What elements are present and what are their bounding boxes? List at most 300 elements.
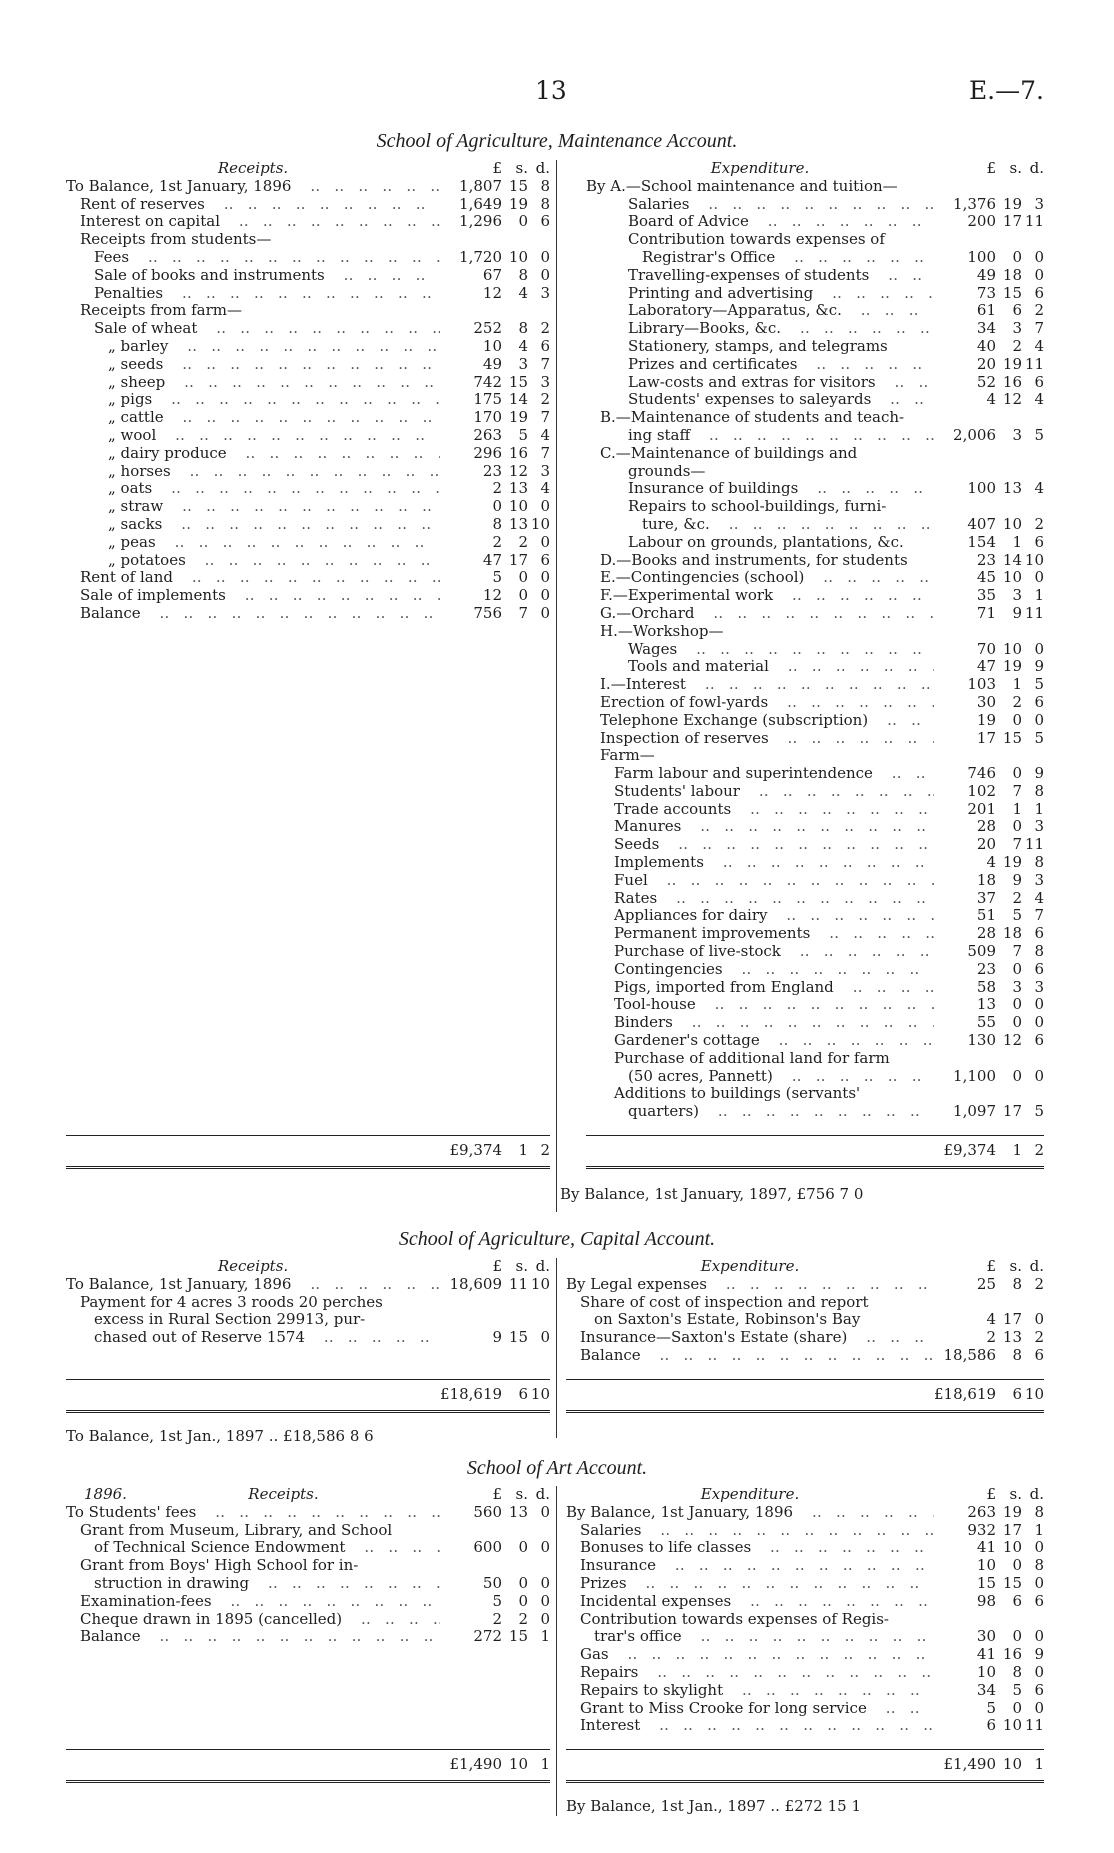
expenditure-row bbox=[586, 1050, 1044, 1068]
entry-amount-pence: 0 bbox=[1034, 1662, 1044, 1681]
entry-amount-pence: 3 bbox=[1034, 870, 1044, 889]
page-code: E.—7. bbox=[968, 76, 1044, 105]
expenditure-row bbox=[586, 516, 1044, 534]
entry-amount bbox=[440, 569, 550, 587]
entry-amount-pounds: 154 bbox=[967, 532, 996, 551]
column-header bbox=[586, 160, 1044, 178]
entry-amount-shillings: 16 bbox=[1002, 372, 1022, 391]
entry-amount-shillings: 10 bbox=[1002, 1538, 1022, 1557]
entry-amount bbox=[934, 1646, 1044, 1664]
entry-label: C.—Maintenance of buildings and bbox=[600, 444, 858, 462]
entry-label: Additions to buildings (servants' bbox=[614, 1085, 861, 1103]
receipt-row bbox=[66, 178, 550, 196]
entry-amount-pounds: 100 bbox=[967, 479, 996, 498]
entry-amount-shillings: 15 bbox=[508, 372, 528, 391]
expenditure-row bbox=[586, 658, 1044, 676]
entry-amount bbox=[934, 427, 1044, 445]
entry-amount-shillings: 17 bbox=[1002, 1310, 1022, 1329]
entry-amount-pence: 8 bbox=[540, 194, 550, 213]
entry-amount-pounds: 30 bbox=[976, 692, 996, 711]
entry-amount bbox=[934, 391, 1044, 409]
entry-amount-pence: 6 bbox=[1034, 532, 1044, 551]
expenditure-row bbox=[586, 587, 1044, 605]
currency-header-2: d. bbox=[1029, 1485, 1044, 1503]
entry-amount-pence: 4 bbox=[540, 479, 550, 498]
expenditure-row bbox=[586, 872, 1044, 890]
entry-label: trar's office ‥‥‥‥‥‥‥‥‥‥‥‥‥‥‥ bbox=[566, 1628, 934, 1646]
entry-amount-pence: 6 bbox=[1034, 1031, 1044, 1050]
spacer bbox=[66, 1347, 550, 1379]
expenditure-row bbox=[566, 1522, 1044, 1540]
entry-label: Wages ‥‥‥‥‥‥‥‥‥‥‥‥‥‥‥ bbox=[586, 641, 934, 659]
entry-label: Rent of reserves ‥‥‥‥‥‥‥‥‥‥‥‥‥‥‥ bbox=[66, 196, 440, 214]
entry-label: Bonuses to life classes ‥‥‥‥‥‥‥‥‥‥‥‥‥‥‥ bbox=[566, 1539, 934, 1557]
expenditure-row bbox=[586, 445, 1044, 463]
entry-amount-pounds: 102 bbox=[967, 781, 996, 800]
entry-amount-pence: 9 bbox=[1034, 1645, 1044, 1664]
entry-amount-pence: 9 bbox=[1034, 657, 1044, 676]
entry-label: Prizes ‥‥‥‥‥‥‥‥‥‥‥‥‥‥‥ bbox=[566, 1575, 934, 1593]
entry-amount bbox=[440, 178, 550, 196]
expenditure-row bbox=[586, 961, 1044, 979]
entry-label: Farm labour and superintendence ‥‥‥‥‥‥‥‥‥‥‥‥‥‥‥ bbox=[586, 765, 934, 783]
entry-label: Share of cost of inspection and report bbox=[580, 1293, 869, 1311]
spacer bbox=[586, 1121, 1044, 1135]
entry-amount bbox=[440, 1539, 550, 1557]
entry-label: Grant from Boys' High School for in- bbox=[80, 1557, 359, 1575]
entry-amount-pence: 0 bbox=[1034, 265, 1044, 284]
expenditure-row bbox=[566, 1717, 1044, 1735]
expenditure-row bbox=[566, 1276, 1044, 1294]
currency-header-0: £ bbox=[986, 159, 996, 177]
column-divider bbox=[556, 1258, 557, 1438]
currency-header-0: £ bbox=[492, 1257, 502, 1275]
entry-amount-pence: 6 bbox=[1034, 959, 1044, 978]
entry-amount-pence: 6 bbox=[1034, 283, 1044, 302]
column-header-label: Expenditure. bbox=[700, 1258, 800, 1275]
entry-amount-pence: 11 bbox=[1024, 603, 1044, 622]
entry-amount bbox=[934, 943, 1044, 961]
entry-amount bbox=[440, 1611, 550, 1629]
entry-amount-pence: 7 bbox=[540, 408, 550, 427]
entry-label: Law-costs and extras for visitors ‥‥‥‥‥‥‥‥‥‥‥‥‥‥‥ bbox=[586, 374, 934, 392]
entry-amount bbox=[440, 463, 550, 481]
entry-label: By A.—School maintenance and tuition— bbox=[586, 177, 898, 195]
entry-label: Grant to Miss Crooke for long service ‥‥‥‥‥‥‥‥‥‥‥‥‥‥‥ bbox=[566, 1700, 934, 1718]
expenditure-row bbox=[566, 1347, 1044, 1365]
receipt-row bbox=[66, 249, 550, 267]
total-amount bbox=[440, 1756, 550, 1774]
entry-amount-shillings: 10 bbox=[1002, 639, 1022, 658]
entry-amount bbox=[440, 427, 550, 445]
expenditure-row bbox=[566, 1539, 1044, 1557]
entry-amount bbox=[440, 1628, 550, 1646]
entry-amount bbox=[440, 409, 550, 427]
spacer bbox=[66, 623, 550, 1135]
entry-amount-shillings: 1 bbox=[1012, 675, 1022, 694]
entry-amount-pence: 0 bbox=[540, 1502, 550, 1521]
entry-amount bbox=[934, 996, 1044, 1014]
expenditure-row bbox=[586, 730, 1044, 748]
expenditure-row bbox=[586, 178, 1044, 196]
entry-amount-shillings: 0 bbox=[518, 1538, 528, 1557]
entry-amount-pence: 5 bbox=[1034, 728, 1044, 747]
expenditure-row bbox=[586, 996, 1044, 1014]
entry-amount-pence: 6 bbox=[540, 336, 550, 355]
receipt-row bbox=[66, 213, 550, 231]
expenditure-row bbox=[586, 1032, 1044, 1050]
entry-amount-shillings: 0 bbox=[1012, 710, 1022, 729]
entry-amount bbox=[934, 854, 1044, 872]
entry-amount bbox=[934, 1068, 1044, 1086]
entry-amount-pence: 11 bbox=[1024, 835, 1044, 854]
entry-label: Inspection of reserves ‥‥‥‥‥‥‥‥‥‥‥‥‥‥‥ bbox=[586, 730, 934, 748]
currency-header bbox=[440, 1258, 550, 1276]
entry-amount bbox=[934, 213, 1044, 231]
entry-label: Incidental expenses ‥‥‥‥‥‥‥‥‥‥‥‥‥‥‥ bbox=[566, 1593, 934, 1611]
entry-amount bbox=[440, 213, 550, 231]
entry-amount-shillings: 3 bbox=[1012, 586, 1022, 605]
entry-amount bbox=[934, 979, 1044, 997]
entry-amount-shillings: 19 bbox=[1002, 1502, 1022, 1521]
receipt-row bbox=[66, 587, 550, 605]
expenditure-row bbox=[566, 1311, 1044, 1329]
expenditure-row bbox=[566, 1294, 1044, 1312]
entry-amount-pounds: 13 bbox=[976, 995, 996, 1014]
entry-amount bbox=[440, 320, 550, 338]
expenditure-row bbox=[586, 694, 1044, 712]
total-amount-shillings: 10 bbox=[508, 1755, 528, 1774]
art-expenditure bbox=[566, 1486, 1044, 1783]
expenditure-row bbox=[566, 1682, 1044, 1700]
entry-label: Seeds ‥‥‥‥‥‥‥‥‥‥‥‥‥‥‥ bbox=[586, 836, 934, 854]
entry-label: Balance ‥‥‥‥‥‥‥‥‥‥‥‥‥‥‥ bbox=[66, 605, 440, 623]
expenditure-row bbox=[586, 836, 1044, 854]
entry-amount-pounds: 23 bbox=[482, 461, 502, 480]
expenditure-row bbox=[586, 498, 1044, 516]
currency-header-2: d. bbox=[535, 159, 550, 177]
entry-label: Repairs ‥‥‥‥‥‥‥‥‥‥‥‥‥‥‥ bbox=[566, 1664, 934, 1682]
entry-amount-pence: 0 bbox=[1034, 995, 1044, 1014]
entry-amount-pence: 8 bbox=[1034, 1502, 1044, 1521]
entry-amount-pounds: 8 bbox=[492, 514, 502, 533]
entry-amount bbox=[934, 302, 1044, 320]
entry-amount bbox=[934, 765, 1044, 783]
receipt-row bbox=[66, 374, 550, 392]
expenditure-row bbox=[586, 320, 1044, 338]
receipt-row bbox=[66, 480, 550, 498]
spacer bbox=[66, 1646, 550, 1749]
currency-header-2: d. bbox=[535, 1257, 550, 1275]
total-amount-pounds: £18,619 bbox=[440, 1384, 503, 1403]
total-row bbox=[66, 1379, 550, 1413]
entry-amount-pence: 0 bbox=[1034, 639, 1044, 658]
entry-label: Students' expenses to saleyards ‥‥‥‥‥‥‥‥‥‥‥‥‥‥‥ bbox=[586, 391, 934, 409]
entry-amount-pence: 2 bbox=[540, 319, 550, 338]
entry-amount-pounds: 12 bbox=[482, 283, 502, 302]
receipt-row bbox=[66, 1276, 550, 1294]
expenditure-row bbox=[586, 231, 1044, 249]
entry-label: Tool-house ‥‥‥‥‥‥‥‥‥‥‥‥‥‥‥ bbox=[586, 996, 934, 1014]
entry-amount bbox=[934, 285, 1044, 303]
entry-amount-shillings: 10 bbox=[1002, 568, 1022, 587]
entry-amount-pounds: 263 bbox=[473, 425, 502, 444]
entry-amount-shillings: 0 bbox=[518, 1591, 528, 1610]
entry-label: B.—Maintenance of students and teach- bbox=[600, 409, 905, 427]
entry-label: „ pigs ‥‥‥‥‥‥‥‥‥‥‥‥‥‥‥ bbox=[66, 391, 440, 409]
entry-amount-pounds: 1,097 bbox=[953, 1102, 996, 1121]
entry-amount bbox=[934, 587, 1044, 605]
entry-amount bbox=[440, 374, 550, 392]
entry-amount-pounds: 47 bbox=[482, 550, 502, 569]
entry-amount-shillings: 0 bbox=[518, 568, 528, 587]
receipt-row bbox=[66, 534, 550, 552]
entry-label: Salaries ‥‥‥‥‥‥‥‥‥‥‥‥‥‥‥ bbox=[586, 196, 934, 214]
entry-amount-pounds: 509 bbox=[967, 942, 996, 961]
entry-label: Receipts from farm— bbox=[80, 302, 242, 320]
expenditure-row bbox=[586, 391, 1044, 409]
currency-header-1: s. bbox=[515, 1485, 528, 1503]
entry-amount bbox=[934, 267, 1044, 285]
entry-amount-pence: 0 bbox=[1034, 1698, 1044, 1717]
entry-label: Rates ‥‥‥‥‥‥‥‥‥‥‥‥‥‥‥ bbox=[586, 890, 934, 908]
entry-amount-pence: 1 bbox=[540, 1627, 550, 1646]
entry-amount-pounds: 5 bbox=[492, 1591, 502, 1610]
entry-label: Gas ‥‥‥‥‥‥‥‥‥‥‥‥‥‥‥ bbox=[566, 1646, 934, 1664]
total-amount bbox=[440, 1142, 550, 1160]
entry-amount-pence: 3 bbox=[1034, 194, 1044, 213]
currency-header-1: s. bbox=[1009, 1257, 1022, 1275]
entry-amount bbox=[934, 534, 1044, 552]
art-account-title: School of Art Account. bbox=[466, 1457, 648, 1479]
entry-amount-shillings: 13 bbox=[508, 1502, 528, 1521]
entry-label: Board of Advice ‥‥‥‥‥‥‥‥‥‥‥‥‥‥‥ bbox=[586, 213, 934, 231]
entry-amount-pounds: 49 bbox=[482, 354, 502, 373]
entry-label: Receipts from students— bbox=[80, 231, 272, 249]
entry-amount-shillings: 2 bbox=[1012, 692, 1022, 711]
entry-amount bbox=[934, 516, 1044, 534]
expenditure-row bbox=[586, 818, 1044, 836]
entry-amount bbox=[934, 925, 1044, 943]
entry-amount-pounds: 10 bbox=[976, 1662, 996, 1681]
entry-label: Repairs to skylight ‥‥‥‥‥‥‥‥‥‥‥‥‥‥‥ bbox=[566, 1682, 934, 1700]
entry-amount-pence: 11 bbox=[1024, 212, 1044, 231]
entry-amount-shillings: 16 bbox=[1002, 1645, 1022, 1664]
entry-amount-pence: 0 bbox=[1034, 710, 1044, 729]
entry-amount bbox=[934, 676, 1044, 694]
column-header-label: Receipts. bbox=[217, 160, 289, 177]
entry-amount-pence: 6 bbox=[540, 212, 550, 231]
receipt-row bbox=[66, 427, 550, 445]
entry-amount bbox=[440, 445, 550, 463]
total-amount-pounds: £1,490 bbox=[943, 1755, 996, 1774]
receipt-row bbox=[66, 391, 550, 409]
entry-amount-shillings: 12 bbox=[1002, 390, 1022, 409]
entry-amount-pence: 8 bbox=[1034, 942, 1044, 961]
entry-amount-pounds: 61 bbox=[976, 301, 996, 320]
entry-amount bbox=[440, 267, 550, 285]
entry-amount-pence: 10 bbox=[1024, 550, 1044, 569]
entry-label: Pigs, imported from England ‥‥‥‥‥‥‥‥‥‥‥‥‥‥‥ bbox=[586, 979, 934, 997]
entry-amount bbox=[934, 356, 1044, 374]
entry-label: Penalties ‥‥‥‥‥‥‥‥‥‥‥‥‥‥‥ bbox=[66, 285, 440, 303]
entry-amount-pence: 0 bbox=[1034, 568, 1044, 587]
entry-amount-pounds: 34 bbox=[976, 1680, 996, 1699]
entry-amount-pence: 3 bbox=[1034, 817, 1044, 836]
page-number: 13 bbox=[535, 76, 567, 105]
entry-amount-shillings: 2 bbox=[1012, 888, 1022, 907]
expenditure-row bbox=[586, 356, 1044, 374]
entry-label: struction in drawing ‥‥‥‥‥‥‥‥‥‥‥‥‥‥‥ bbox=[66, 1575, 440, 1593]
entry-amount bbox=[440, 587, 550, 605]
expenditure-row bbox=[586, 196, 1044, 214]
entry-amount-pence: 5 bbox=[1034, 1102, 1044, 1121]
entry-amount bbox=[440, 1504, 550, 1522]
entry-amount-pence: 6 bbox=[1034, 924, 1044, 943]
entry-amount-pence: 3 bbox=[540, 372, 550, 391]
expenditure-row bbox=[586, 480, 1044, 498]
entry-label: „ seeds ‥‥‥‥‥‥‥‥‥‥‥‥‥‥‥ bbox=[66, 356, 440, 374]
entry-amount-pounds: 23 bbox=[976, 550, 996, 569]
currency-header-2: d. bbox=[1029, 159, 1044, 177]
expenditure-row bbox=[566, 1628, 1044, 1646]
entry-amount-pounds: 2 bbox=[492, 479, 502, 498]
entry-amount bbox=[934, 818, 1044, 836]
entry-amount-shillings: 0 bbox=[1012, 1627, 1022, 1646]
total-amount-shillings: 10 bbox=[1002, 1755, 1022, 1774]
total-amount-pence: 1 bbox=[540, 1755, 550, 1774]
entry-label: Contribution towards expenses of Regis- bbox=[580, 1610, 889, 1628]
entry-amount-shillings: 13 bbox=[508, 514, 528, 533]
expenditure-row bbox=[586, 605, 1044, 623]
entry-amount-pounds: 2 bbox=[986, 1328, 996, 1347]
entry-amount-pounds: 175 bbox=[473, 390, 502, 409]
expenditure-row bbox=[586, 765, 1044, 783]
expenditure-row bbox=[586, 943, 1044, 961]
entry-amount-pounds: 10 bbox=[482, 336, 502, 355]
entry-amount-shillings: 19 bbox=[508, 194, 528, 213]
total-amount bbox=[934, 1386, 1044, 1404]
entry-amount-pence: 4 bbox=[1034, 888, 1044, 907]
entry-amount bbox=[934, 1522, 1044, 1540]
entry-amount-shillings: 8 bbox=[1012, 1274, 1022, 1293]
art-receipts bbox=[66, 1486, 550, 1783]
capital-account-title: School of Agriculture, Capital Account. bbox=[398, 1228, 716, 1250]
entry-amount-shillings: 9 bbox=[1012, 603, 1022, 622]
entry-label: Rent of land ‥‥‥‥‥‥‥‥‥‥‥‥‥‥‥ bbox=[66, 569, 440, 587]
entry-amount-shillings: 17 bbox=[508, 550, 528, 569]
entry-amount bbox=[934, 872, 1044, 890]
entry-amount-pence: 7 bbox=[540, 443, 550, 462]
entry-amount bbox=[934, 1504, 1044, 1522]
entry-amount-pounds: 25 bbox=[976, 1274, 996, 1293]
entry-amount-shillings: 17 bbox=[1002, 1520, 1022, 1539]
expenditure-row bbox=[566, 1329, 1044, 1347]
entry-amount bbox=[934, 783, 1044, 801]
entry-label: „ wool ‥‥‥‥‥‥‥‥‥‥‥‥‥‥‥ bbox=[66, 427, 440, 445]
entry-label: Appliances for dairy ‥‥‥‥‥‥‥‥‥‥‥‥‥‥‥ bbox=[586, 907, 934, 925]
maintenance-expenditure bbox=[586, 160, 1044, 1169]
entry-amount bbox=[440, 249, 550, 267]
entry-amount-pounds: 12 bbox=[482, 586, 502, 605]
entry-label: I.—Interest ‥‥‥‥‥‥‥‥‥‥‥‥‥‥‥ bbox=[586, 676, 934, 694]
expenditure-row bbox=[586, 801, 1044, 819]
entry-amount bbox=[440, 285, 550, 303]
entry-amount bbox=[440, 605, 550, 623]
entry-label: Laboratory—Apparatus, &c. ‥‥‥‥‥‥‥‥‥‥‥‥‥‥‥ bbox=[586, 302, 934, 320]
entry-amount-pence: 0 bbox=[540, 586, 550, 605]
expenditure-row bbox=[586, 854, 1044, 872]
receipt-row bbox=[66, 409, 550, 427]
total-amount-pence: 10 bbox=[530, 1384, 550, 1403]
entry-amount-shillings: 9 bbox=[1012, 870, 1022, 889]
entry-amount-pounds: 30 bbox=[976, 1627, 996, 1646]
entry-amount-shillings: 0 bbox=[1012, 1556, 1022, 1575]
total-amount-pence: 10 bbox=[1024, 1384, 1044, 1403]
entry-amount-shillings: 3 bbox=[1012, 425, 1022, 444]
entry-amount-pounds: 73 bbox=[976, 283, 996, 302]
entry-amount-pence: 1 bbox=[1034, 799, 1044, 818]
entry-amount-pounds: 272 bbox=[473, 1627, 502, 1646]
entry-amount-pounds: 45 bbox=[976, 568, 996, 587]
entry-amount-pence: 10 bbox=[530, 1274, 550, 1293]
entry-amount-shillings: 10 bbox=[1002, 514, 1022, 533]
entry-label: F.—Experimental work ‥‥‥‥‥‥‥‥‥‥‥‥‥‥‥ bbox=[586, 587, 934, 605]
entry-amount-shillings: 4 bbox=[518, 283, 528, 302]
column-header bbox=[566, 1258, 1044, 1276]
currency-header-1: s. bbox=[1009, 159, 1022, 177]
entry-label: Manures ‥‥‥‥‥‥‥‥‥‥‥‥‥‥‥ bbox=[586, 818, 934, 836]
entry-amount-pounds: 34 bbox=[976, 319, 996, 338]
entry-amount bbox=[440, 1329, 550, 1347]
entry-amount bbox=[934, 1014, 1044, 1032]
entry-amount-shillings: 11 bbox=[508, 1274, 528, 1293]
entry-label: Stationery, stamps, and telegrams bbox=[628, 337, 888, 355]
expenditure-row bbox=[586, 569, 1044, 587]
entry-label: ing staff ‥‥‥‥‥‥‥‥‥‥‥‥‥‥‥ bbox=[586, 427, 934, 445]
entry-amount-pounds: 41 bbox=[976, 1645, 996, 1664]
entry-amount bbox=[440, 1276, 550, 1294]
expenditure-row bbox=[586, 623, 1044, 641]
entry-amount-shillings: 2 bbox=[518, 532, 528, 551]
entry-label: Travelling-expenses of students ‥‥‥‥‥‥‥‥‥‥‥‥‥‥‥ bbox=[586, 267, 934, 285]
entry-amount-shillings: 12 bbox=[1002, 1031, 1022, 1050]
expenditure-row bbox=[586, 552, 1044, 570]
total-amount bbox=[440, 1386, 550, 1404]
entry-label: Insurance—Saxton's Estate (share) ‥‥‥‥‥‥‥‥‥‥‥‥‥‥‥ bbox=[566, 1329, 934, 1347]
entry-amount-shillings: 0 bbox=[1012, 817, 1022, 836]
total-row bbox=[566, 1749, 1044, 1783]
entry-amount-pence: 2 bbox=[540, 390, 550, 409]
entry-amount-pence: 0 bbox=[540, 1538, 550, 1557]
entry-amount-pounds: 4 bbox=[986, 390, 996, 409]
column-divider bbox=[556, 160, 557, 1212]
entry-amount bbox=[934, 1593, 1044, 1611]
entry-amount-pounds: 5 bbox=[986, 1698, 996, 1717]
entry-amount bbox=[934, 658, 1044, 676]
expenditure-row bbox=[566, 1611, 1044, 1629]
entry-amount-pence: 8 bbox=[1034, 853, 1044, 872]
entry-amount bbox=[934, 712, 1044, 730]
entry-amount-pence: 0 bbox=[540, 265, 550, 284]
entry-amount-pounds: 252 bbox=[473, 319, 502, 338]
entry-amount-shillings: 19 bbox=[1002, 853, 1022, 872]
receipt-row bbox=[66, 320, 550, 338]
entry-label: Contingencies ‥‥‥‥‥‥‥‥‥‥‥‥‥‥‥ bbox=[586, 961, 934, 979]
entry-amount bbox=[934, 641, 1044, 659]
entry-amount-shillings: 13 bbox=[1002, 479, 1022, 498]
entry-amount-pounds: 0 bbox=[492, 497, 502, 516]
